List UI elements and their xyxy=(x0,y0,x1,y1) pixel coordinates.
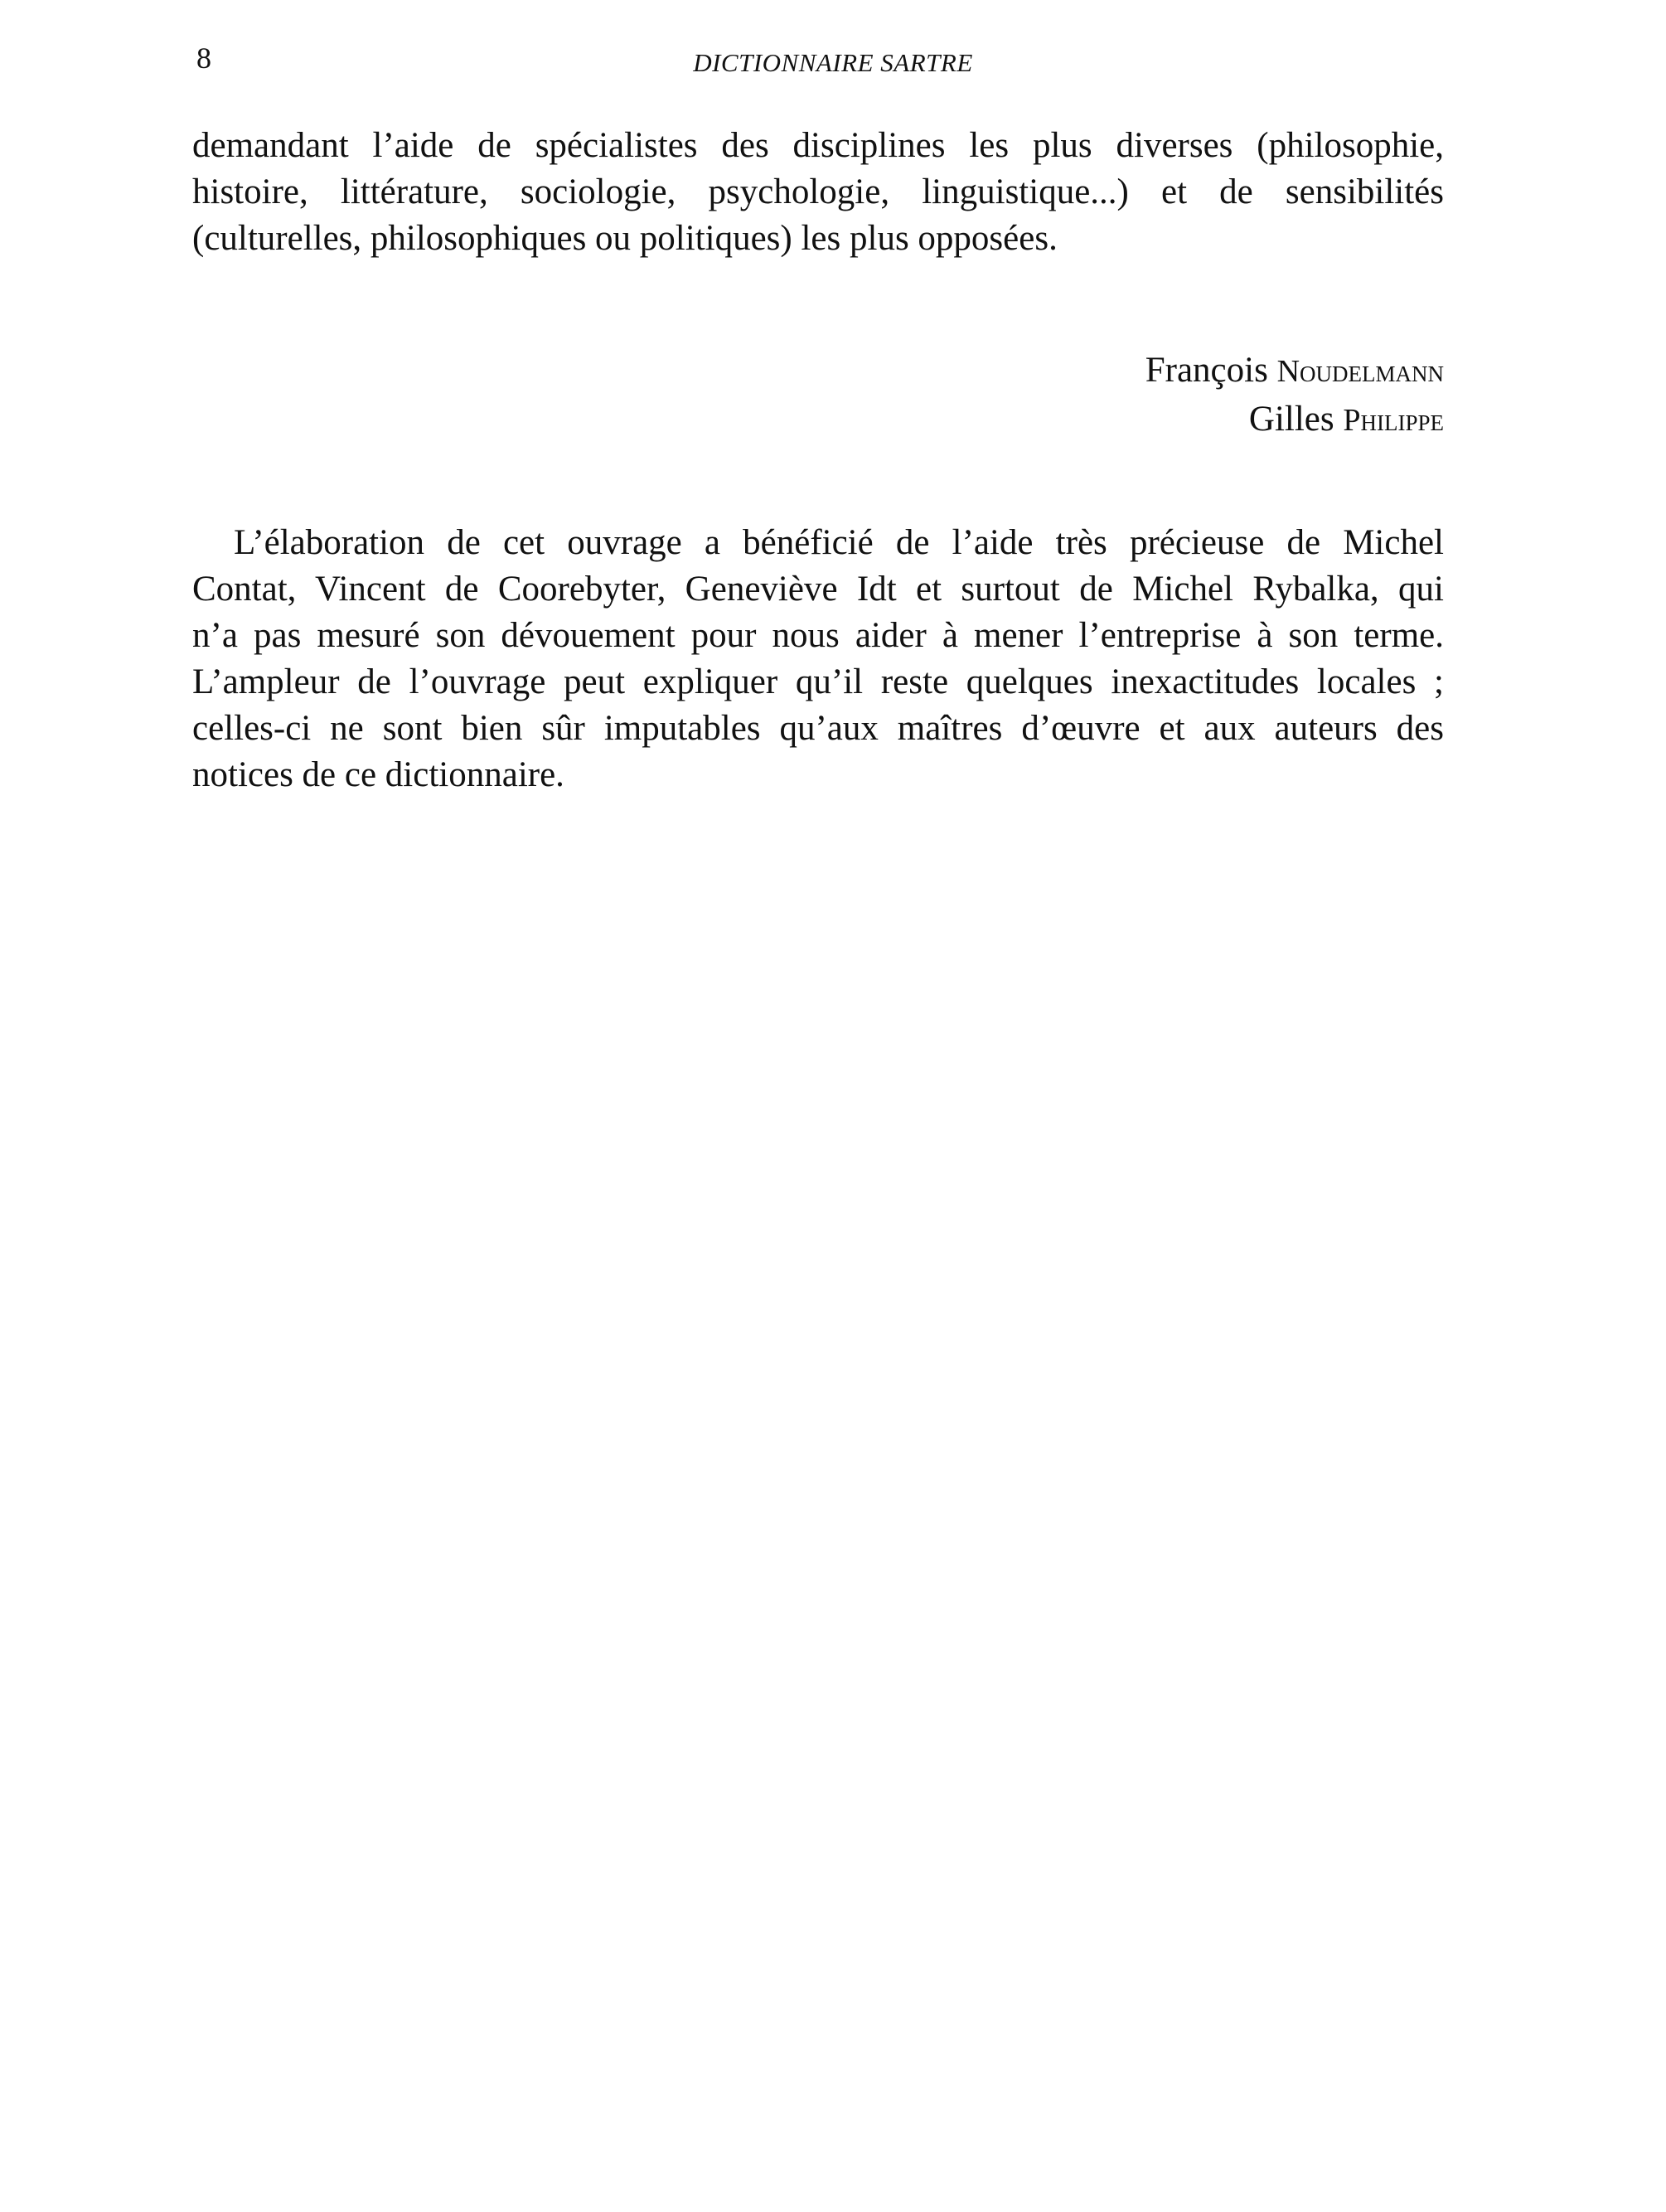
signature-author xyxy=(1145,395,1444,444)
text-line: Contat, Vincent de Coorebyter, Geneviève Idt et surtout de Michel Rybalka, qui xyxy=(192,570,1444,609)
author-first-name: François xyxy=(1145,351,1268,390)
paragraph-acknowledgements xyxy=(192,520,1444,798)
text-line: histoire, littérature, sociologie, psychologie, linguistique...) et de sensibilités xyxy=(192,172,1444,211)
text-line: (culturelles, philosophiques ou politiques) les plus opposées. xyxy=(192,219,1058,258)
running-title: DICTIONNAIRE SARTRE xyxy=(693,48,973,77)
text-line: notices de ce dictionnaire. xyxy=(192,755,564,794)
signature-block xyxy=(1145,347,1444,444)
author-last-name: Philippe xyxy=(1343,403,1444,438)
text-line: celles-ci ne sont bien sûr imputables qu’aux maîtres d’œuvre et aux auteurs des xyxy=(192,709,1444,748)
paragraph-closing-intro xyxy=(192,123,1444,262)
text-line: L’élaboration de cet ouvrage a bénéficié de l’aide très précieuse de Michel xyxy=(234,523,1444,562)
text-line: n’a pas mesuré son dévouement pour nous aider à mener l’entreprise à son terme. xyxy=(192,616,1444,655)
text-line: L’ampleur de l’ouvrage peut expliquer qu’il reste quelques inexactitudes locales ; xyxy=(192,662,1444,701)
author-first-name: Gilles xyxy=(1248,400,1334,439)
signature-author xyxy=(1145,347,1444,395)
author-last-name: Noudelmann xyxy=(1276,354,1444,389)
page-number: 8 xyxy=(196,41,211,75)
text-line: demandant l’aide de spécialistes des disciplines les plus diverses (philosophie, xyxy=(192,126,1444,165)
